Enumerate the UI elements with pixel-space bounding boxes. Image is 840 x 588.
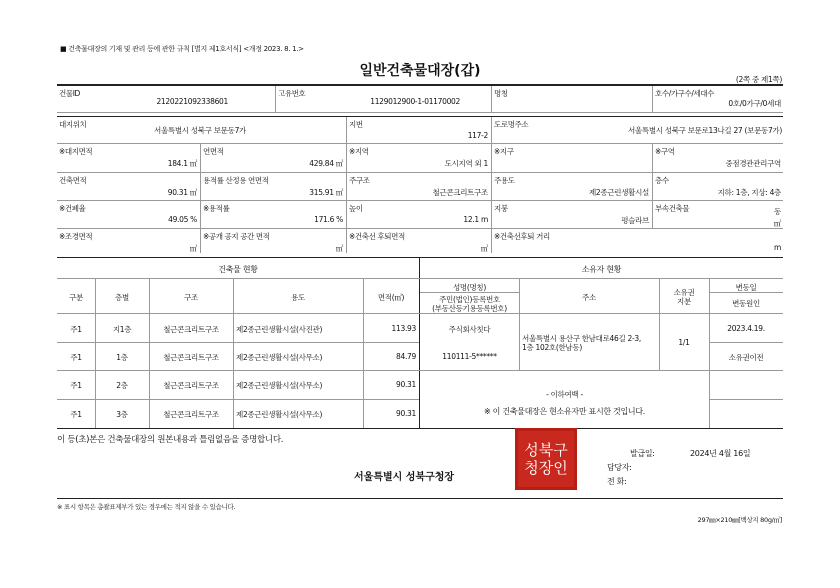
issuer: 서울특별시 성북구청장 [354, 472, 455, 483]
col-floor: 층별 [115, 293, 129, 302]
col-area: 면적(㎡) [377, 293, 405, 302]
owner-status-heading: 소유자 현황 [581, 265, 622, 274]
building-id: 2120221092338601 [156, 97, 228, 106]
floor-row-2-area: 84.79 [396, 352, 416, 361]
landscape-area-label: ※조경면적 [59, 232, 93, 241]
road-address: 서울특별시 성북구 보문로13나길 27 (보문동7가) [627, 126, 782, 135]
floor-row-2-floor: 1층 [116, 353, 128, 362]
floor-row-3-use: 제2종근린생활시설(사무소) [236, 381, 323, 390]
setback-distance-label: ※건축선후퇴 거리 [494, 232, 550, 241]
setback-distance-unit: m [773, 243, 781, 252]
floor-row-1-type: 주1 [70, 325, 82, 334]
building-status-heading: 건축물 현황 [218, 265, 258, 274]
owner-address-line2: 1층 102호(한남동) [522, 343, 582, 352]
floor-row-1-use: 제2종근린생활시설(사진관) [236, 325, 323, 334]
change-date-header: 변동일 [735, 283, 757, 292]
far-label: ※용적률 [203, 204, 230, 213]
issue-date-label: 발급일: [630, 449, 655, 458]
page-info: (2쪽 중 제1쪽) [735, 75, 782, 84]
setback-area-label: ※건축선 후퇴면적 [349, 232, 405, 241]
floor-row-2-type: 주1 [70, 353, 82, 362]
owner-name-header: 성명(명칭) [452, 283, 487, 292]
lot-label: 지번 [349, 120, 363, 129]
officer-label: 담당자: [607, 463, 632, 472]
owner-regno-header: 주민(법인)등록번호 [439, 295, 500, 304]
owner-address-header: 주소 [582, 293, 596, 302]
annex-label: 부속건축물 [655, 204, 690, 213]
floor-row-4-area: 90.31 [396, 409, 416, 418]
area-designation: 중점경관관리구역 [725, 159, 781, 168]
change-cause-header: 변동원인 [732, 299, 760, 308]
coverage-ratio-label: ※건폐율 [59, 204, 86, 213]
floor-row-4-floor: 3층 [116, 410, 128, 419]
setback-area-unit: ㎡ [480, 244, 488, 253]
far-floor-area: 315.91 ㎡ [309, 188, 343, 197]
units-label: 호수/가구수/세대수 [655, 89, 715, 98]
site-label: 대지위치 [59, 120, 87, 129]
district-label: ※지구 [494, 147, 514, 156]
floor-row-3-floor: 2층 [116, 381, 128, 390]
share-sub-header: 지분 [677, 297, 691, 306]
owner-share: 1/1 [678, 338, 690, 347]
annex-count-unit: 동 [774, 207, 781, 216]
current-owner-note: ※ 이 건축물대장은 현소유자만 표시한 것입니다. [484, 407, 645, 416]
floor-row-1-area: 113.93 [391, 324, 416, 333]
site-area-label: ※대지면적 [59, 147, 93, 156]
public-space-unit: ㎡ [335, 244, 343, 253]
lot-number: 117-2 [467, 131, 488, 140]
building-area-label: 건축면적 [59, 176, 87, 185]
floor-row-4-structure: 철근콘크리트구조 [163, 410, 219, 419]
annex-area-unit: ㎡ [773, 219, 781, 228]
floor-row-3-area: 90.31 [396, 380, 416, 389]
site-location: 서울특별시 성북구 보문동7가 [154, 126, 246, 135]
units: 0호/0가구/0세대 [728, 99, 781, 108]
col-type: 구분 [69, 293, 83, 302]
document-title: 일반건축물대장(갑) [359, 63, 481, 79]
coverage-ratio: 49.05 % [168, 215, 197, 224]
change-date: 2023.4.19. [727, 324, 765, 333]
floors-label: 층수 [655, 176, 669, 185]
share-header: 소유권 [673, 288, 695, 297]
floor-count: 지하: 1층, 지상: 4층 [717, 188, 781, 197]
unique-no: 1129012900-1-01170002 [370, 97, 460, 106]
road-address-label: 도로명주소 [494, 120, 529, 129]
official-seal: 성북구 청장인 [515, 428, 577, 490]
unique-no-label: 고유번호 [278, 89, 306, 98]
below-blank-note: - 이하여백 - [546, 390, 583, 399]
change-cause: 소유권이전 [728, 353, 764, 362]
total-floor-area-label: 연면적 [203, 147, 224, 156]
certification-text: 이 등(초)본은 건축물대장의 원본내용과 틀림없음을 증명합니다. [57, 435, 284, 445]
floor-row-1-floor: 지1층 [112, 325, 132, 334]
issue-date: 2024년 4월 16일 [690, 449, 751, 458]
floor-row-3-type: 주1 [70, 381, 82, 390]
floor-row-2-structure: 철근콘크리트구조 [163, 353, 219, 362]
floor-row-2-use: 제2종근린생활시설(사무소) [236, 353, 323, 362]
far-floor-area-label: 용적률 산정용 연면적 [203, 176, 269, 185]
building-area: 90.31 ㎡ [167, 188, 197, 197]
floor-area-ratio: 171.6 % [314, 215, 343, 224]
floor-row-4-use: 제2종근린생활시설(사무소) [236, 410, 323, 419]
paper-spec: 297㎜×210㎜[백상지 80g/㎡] [697, 516, 782, 524]
zone: 도시지역 외 1 [444, 159, 488, 168]
col-use: 용도 [291, 293, 305, 302]
main-use-label: 주용도 [494, 176, 515, 185]
phone-label: 전 화: [607, 477, 627, 486]
zone-label: ※지역 [349, 147, 369, 156]
site-area: 184.1 ㎡ [167, 159, 197, 168]
height: 12.1 m [463, 215, 488, 224]
roof-label: 지붕 [494, 204, 508, 213]
height-label: 높이 [349, 204, 363, 213]
form-note: ■ 건축물대장의 기재 및 관리 등에 관한 규칙 [별지 제1호서식] <개정 2023. 8. 1.> [60, 45, 304, 53]
public-space-label: ※공개 공지 공간 면적 [203, 232, 270, 241]
owner-name: 주식회사칫다 [448, 325, 491, 334]
owner-reg-no: 110111-5****** [442, 352, 497, 361]
floor-row-1-structure: 철근콘크리트구조 [163, 325, 219, 334]
roof: 평슬라브 [621, 216, 649, 225]
floor-row-4-type: 주1 [70, 410, 82, 419]
col-structure: 구조 [184, 293, 198, 302]
area-label: ※구역 [655, 147, 675, 156]
main-structure: 철근콘크리트구조 [432, 188, 488, 197]
building-id-label: 건물ID [59, 89, 80, 98]
owner-regno-sub-header: (부동산등기용등록번호) [432, 304, 507, 313]
main-use: 제2종근린생활시설 [588, 188, 649, 197]
footnote: ※ 표시 항목은 총괄표제부가 있는 경우에는 적지 않을 수 있습니다. [57, 503, 236, 511]
main-structure-label: 주구조 [349, 176, 370, 185]
floor-row-3-structure: 철근콘크리트구조 [163, 381, 219, 390]
owner-address-line1: 서울특별시 용산구 한남대로46길 2-3, [522, 334, 641, 343]
total-floor-area: 429.84 ㎡ [309, 159, 343, 168]
landscape-area-unit: ㎡ [189, 244, 197, 253]
name-label: 명칭 [494, 89, 508, 98]
